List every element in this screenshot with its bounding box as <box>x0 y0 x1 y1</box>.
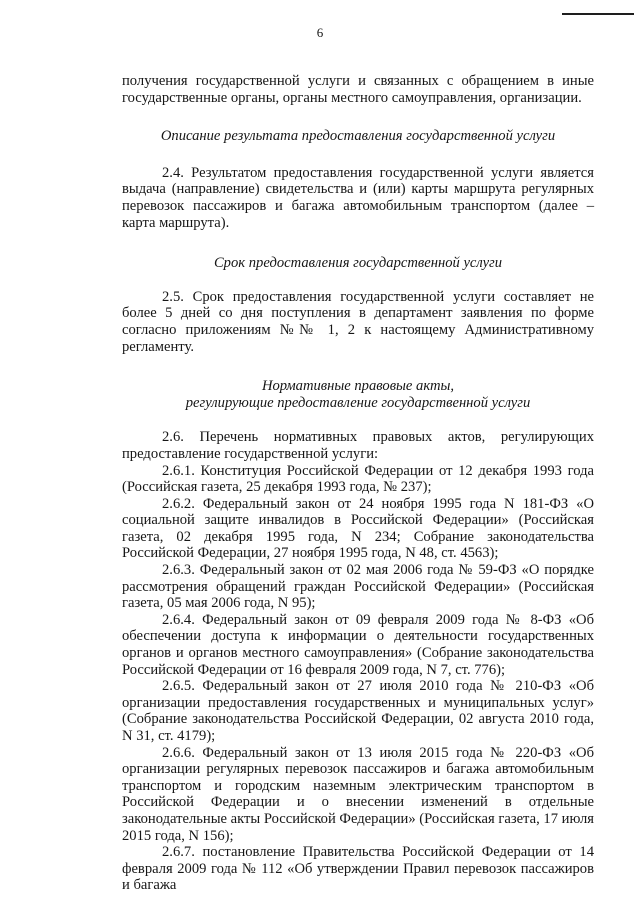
paragraph-2-6-1: 2.6.1. Конституция Российской Федерации от 12 декабря 1993 года (Российская газета, 25 декабря 1993 года, № 237); <box>122 462 594 496</box>
paragraph-intro: получения государственной услуги и связанных с обращением в иные государственные органы, органы местного самоуправления, организации. <box>122 73 594 106</box>
heading-legal-acts-line2: регулирующие предоставление государственной услуги <box>185 394 531 411</box>
paragraph-2-6-2: 2.6.2. Федеральный закон от 24 ноября 1995 года N 181-ФЗ «О социальной защите инвалидов в Российской Федерации» (Российская газета, 02 декабря 1995 года, N 234; Собрание законодательства Российской Федерации, 27 ноября 1995 года, N 48, ст. 4563); <box>122 495 594 562</box>
heading-service-term: Срок предоставления государственной услуги <box>213 255 503 272</box>
corner-scan-mark <box>562 13 634 15</box>
paragraph-2-6-3: 2.6.3. Федеральный закон от 02 мая 2006 года № 59-ФЗ «О порядке рассмотрения обращений граждан Российской Федерации» (Российская газета, 05 мая 2006 года, N 95); <box>122 562 594 612</box>
paragraph-2-4: 2.4. Результатом предоставления государственной услуги является выдача (направление) свидетельства и (или) карты маршрута регулярных перевозок пассажиров и багажа автомобильным транспортом (далее – карта маршрута). <box>122 164 594 231</box>
paragraph-2-6-4: 2.6.4. Федеральный закон от 09 февраля 2009 года № 8-ФЗ «Об обеспечении доступа к информации о деятельности государственных органов и органов местного самоуправления» (Собрание законодательства Российской Федерации от 16 февраля 2009 года, N 7, ст. 776); <box>122 611 594 678</box>
heading-legal-acts <box>122 378 594 411</box>
paragraph-2-6-5: 2.6.5. Федеральный закон от 27 июля 2010 года № 210-ФЗ «Об организации предоставления государственных и муниципальных услуг» (Собрание законодательства Российской Федерации, 02 августа 2010 года, N 31, ст. 4179); <box>122 678 594 744</box>
page-number: 6 <box>316 25 324 40</box>
paragraph-2-6-6: 2.6.6. Федеральный закон от 13 июля 2015 года № 220-ФЗ «Об организации регулярных перевозок пассажиров и багажа автомобильным транспортом и городским наземным электрическим транспортом в Российской Федерации и о внесении изменений в отдельные законодательные акты Российской Федерации» (Российская газета, 17 июля 2015 года, N 156); <box>122 744 594 844</box>
heading-result-description: Описание результата предоставления государственной услуги <box>160 128 556 145</box>
heading-legal-acts-line1: Нормативные правовые акты, <box>261 378 455 395</box>
paragraph-2-6-7: 2.6.7. постановление Правительства Российской Федерации от 14 февраля 2009 года № 112 «Об утверждении Правил перевозок пассажиров и багажа <box>122 844 594 894</box>
document-body <box>122 73 594 894</box>
paragraph-2-5: 2.5. Срок предоставления государственной услуги составляет не более 5 дней со дня поступления в департамент заявления по форме согласно приложениям №№ 1, 2 к настоящему Административному регламенту. <box>122 288 594 355</box>
paragraph-2-6-line2: предоставление государственной услуги: <box>122 445 379 462</box>
paragraph-2-6-line1: 2.6. Перечень нормативных правовых актов, регулирующих <box>162 429 594 446</box>
